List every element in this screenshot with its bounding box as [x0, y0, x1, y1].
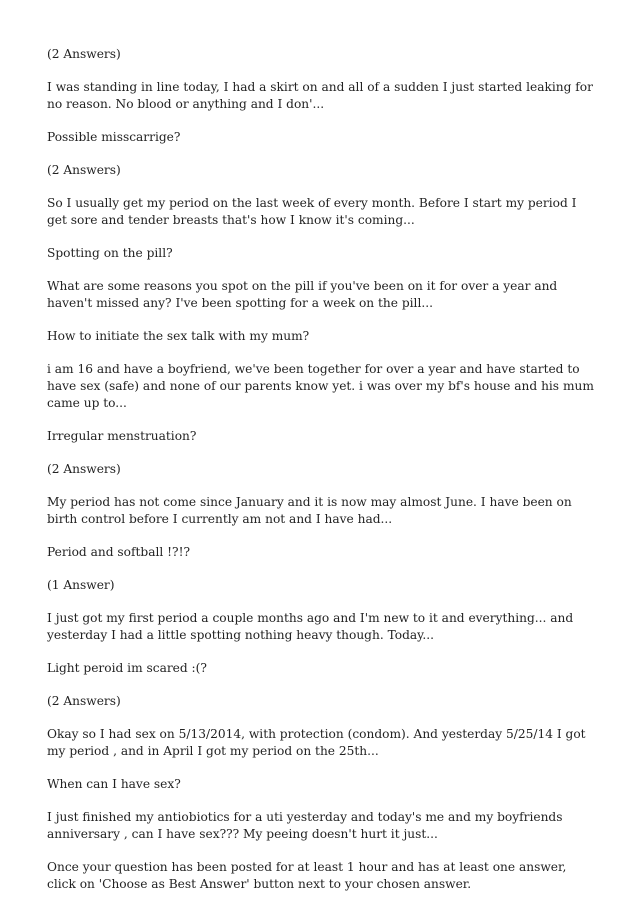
question-snippet: My period has not come since January and it is now may almost June. I have been on birth control before I currently am not and I have had... [47, 495, 572, 526]
answer-count: (1 Answer) [47, 578, 115, 592]
answer-count: (2 Answers) [47, 462, 121, 476]
question-snippet: What are some reasons you spot on the pill if you've been on it for over a year and haven't missed any? I've been spotting for a week on the pill... [47, 279, 558, 310]
question-title: Spotting on the pill? [47, 246, 173, 260]
question-snippet: I just got my first period a couple months ago and I'm new to it and everything... and yesterday I had a little spotting nothing heavy though. Today... [47, 611, 574, 642]
answer-count: (2 Answers) [47, 694, 121, 708]
question-title: Irregular menstruation? [47, 429, 197, 443]
instruction-text: Once your question has been posted for at least 1 hour and has at least one answer, click on 'Choose as Best Answer' button next to your chosen answer. [47, 860, 567, 891]
answer-count: (2 Answers) [47, 163, 121, 177]
question-snippet: I just finished my antiobiotics for a uti yesterday and today's me and my boyfriends anniversary , can I have sex??? My peeing doesn't hurt it just... [47, 810, 563, 841]
document-page [47, 46, 599, 909]
question-title: How to initiate the sex talk with my mum? [47, 329, 310, 343]
question-snippet: So I usually get my period on the last week of every month. Before I start my period I get sore and tender breasts that's how I know it's coming... [47, 196, 577, 227]
question-snippet: i am 16 and have a boyfriend, we've been together for over a year and have started to have sex (safe) and none of our parents know yet. i was over my bf's house and his mum came up to... [47, 362, 594, 410]
answer-count: (2 Answers) [47, 47, 121, 61]
question-title: When can I have sex? [47, 777, 181, 791]
question-title: Period and softball !?!? [47, 545, 190, 559]
question-title: Possible misscarrige? [47, 130, 181, 144]
question-snippet: Okay so I had sex on 5/13/2014, with protection (condom). And yesterday 5/25/14 I got my period , and in April I got my period on the 25th... [47, 727, 586, 758]
question-title: Light peroid im scared :(? [47, 661, 207, 675]
question-snippet: I was standing in line today, I had a skirt on and all of a sudden I just started leaking for no reason. No blood or anything and I don'... [47, 80, 593, 111]
